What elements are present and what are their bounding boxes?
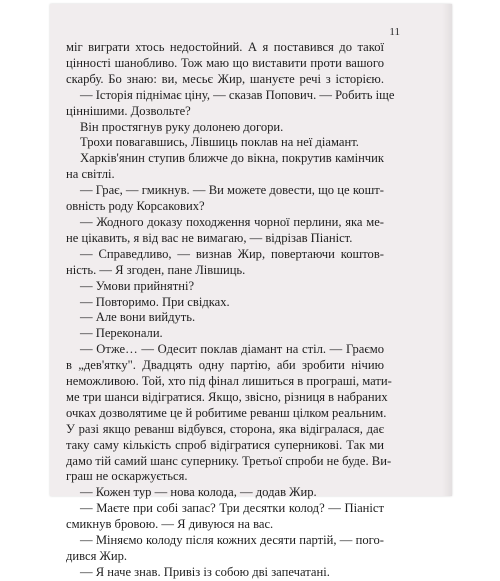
text-line: дився Жир. (66, 549, 128, 563)
text-line: — Історія піднімає ціну, — сказав Попович. — Робить іще (80, 87, 395, 102)
text-line: в „дев'ятку". Двадцять одну партію, аби зробити нічию (66, 358, 384, 373)
text-line: — Умови прийнятні? (80, 278, 195, 293)
text-line: цінності шанобливо. Тож маю що виставити проти вашого (66, 55, 384, 70)
body-text (66, 40, 395, 581)
text-line: на світлі. (66, 167, 115, 182)
text-line: — Справедливо, — визнав Жир, повертаючи коштов- (80, 246, 384, 261)
text-line: дамо тій самий шанс супернику. Третьої спроби не буде. Ви- (66, 453, 392, 468)
text-line: не цікавить, я від вас не вимагаю, — відрізав Піаніст. (66, 230, 353, 245)
page-number: 11 (389, 26, 400, 38)
text-line: — Я наче знав. Привіз із собою дві запечатані. (80, 564, 330, 579)
text-line: скарбу. Бо знаю: ви, месьє Жир, шануєте речі з історією. (66, 71, 384, 86)
text-line: ціннішими. Дозвольте? (66, 103, 191, 118)
text-line: — Маєте при собі запас? Три десятки колод? — Піаніст (80, 501, 384, 516)
text-line: У разі якщо реванш відбувся, сторона, яка відігралася, дає (66, 421, 384, 436)
text-line: ме три шанси відігратися. Якщо, звісно, різниця в набраних (66, 389, 388, 404)
text-line: — Грає, — гмикнув. — Ви можете довести, що це кошт- (80, 183, 384, 198)
text-line: — Жодного доказу походження чорної перлини, яка ме- (80, 214, 384, 229)
text-line: смикнув бровою. — Я дивуюся на вас. (66, 517, 274, 532)
text-line: — Але вони вийдуть. (80, 310, 196, 325)
text-line: очках дозволятиме це й робитиме реванш цілком реальним. (66, 405, 387, 420)
text-line: ність. — Я згоден, пане Лівшиць. (66, 262, 246, 277)
text-line: таку саму кількість спроб відігратися суперникові. Так ми (66, 437, 384, 452)
text-line: — Міняємо колоду після кожних десяти партій, — пого- (80, 533, 384, 548)
text-line: — Отже… — Одесит поклав діамант на стіл. — Граємо (80, 342, 384, 357)
text-line: граш не оскаржується. (66, 469, 188, 484)
text-line: Харків'янин ступив ближче до вікна, покрутив камінчик (80, 151, 384, 166)
text-line: — Повторимо. При свідках. (80, 294, 230, 309)
text-line: Він простягнув руку долонею догори. (80, 119, 284, 134)
text-line: овність роду Корсакових? (66, 199, 205, 214)
text-line: неможливою. Той, хто під фінал лишиться в програші, мати- (66, 374, 392, 389)
text-line: міг виграти хтось недостойний. А я поставився до такої (66, 40, 384, 54)
text-line: Трохи повагавшись, Лівшиць поклав на неї діамант. (80, 135, 359, 150)
text-line: — Кожен тур — нова колода, — додав Жир. (80, 485, 317, 500)
text-line: — Переконали. (80, 326, 163, 341)
